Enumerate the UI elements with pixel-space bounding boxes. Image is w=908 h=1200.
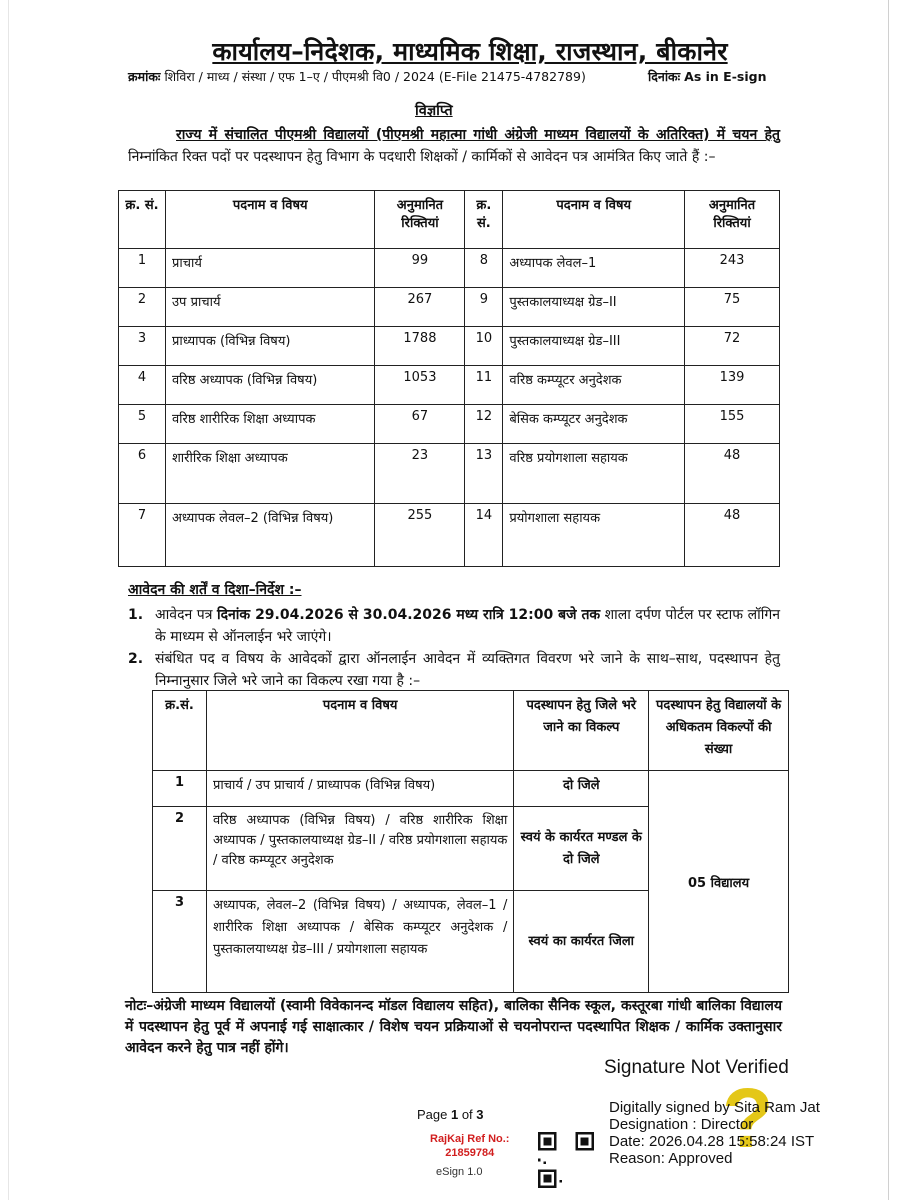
vacancy-cell: 1788	[375, 327, 465, 366]
note-paragraph: नोटः–अंग्रेजी माध्यम विद्यालयों (स्वामी विवेकानन्द मॉडल विद्यालय सहित), बालिका सैनिक स्कूल, कस्तूरबा गांधी बालिका विद्यालय में पदस्थापन हेतु पूर्व में अपनाई गई साक्षात्कार / विशेष चयन प्रक्रियाओं से चयनोपरान्त पदस्थापित शिक्षक / कार्मिक उक्तानुसार आवेदन करने हेतु पात्र नहीं होंगे।	[125, 998, 782, 1056]
header-vacancies: अनुमानित रिक्तियां	[685, 191, 780, 249]
page-edge-right	[888, 0, 889, 1200]
post-cell: प्राध्यापक (विभिन्न विषय)	[165, 327, 375, 366]
serial-cell: 9	[465, 288, 503, 327]
header-serial: क्र. सं.	[119, 191, 166, 249]
serial-cell: 2	[119, 288, 166, 327]
serial-cell: 6	[119, 444, 166, 504]
document-date: दिनांकः As in E-sign	[648, 69, 767, 84]
header-vacancies: अनुमानित रिक्तियां	[375, 191, 465, 249]
table-row	[119, 366, 780, 405]
table-row	[119, 249, 780, 288]
serial-cell: 3	[119, 327, 166, 366]
vacancy-cell: 48	[685, 444, 780, 504]
vacancy-cell: 23	[375, 444, 465, 504]
vacancy-cell: 48	[685, 504, 780, 567]
notice-heading: विज्ञप्ति	[415, 103, 453, 119]
verification-question-icon: ?	[722, 1071, 774, 1165]
signature-designation: Designation : Director	[609, 1116, 754, 1133]
signature-date: Date: 2026.04.28 15:58:24 IST	[609, 1133, 815, 1150]
vacancy-cell: 267	[375, 288, 465, 327]
header-post: पदनाम व विषय	[503, 191, 685, 249]
vacancy-header-row	[119, 191, 780, 249]
post-cell: वरिष्ठ शारीरिक शिक्षा अध्यापक	[165, 405, 375, 444]
rajkaj-reference: RajKaj Ref No.: 21859784	[430, 1133, 510, 1159]
table-row	[119, 504, 780, 567]
vacancy-cell: 99	[375, 249, 465, 288]
post-cell: वरिष्ठ प्रयोगशाला सहायक	[503, 444, 685, 504]
post-cell: वरिष्ठ अध्यापक (विभिन्न विषय)	[165, 366, 375, 405]
header-school-option: पदस्थापन हेतु विद्यालयों के अधिकतम विकल्पों की संख्या	[649, 691, 789, 771]
vacancy-table	[118, 190, 780, 567]
header-district-option: पदस्थापन हेतु जिले भरे जाने का विकल्प	[514, 691, 649, 771]
post-cell: बेसिक कम्प्यूटर अनुदेशक	[503, 405, 685, 444]
table-row: 2 वरिष्ठ अध्यापक (विभिन्न विषय) / वरिष्ठ शारीरिक शिक्षा अध्यापक / पुस्तकालयाध्यक्ष ग्रेड–II / वरिष्ठ प्रयोगशाला सहायक / वरिष्ठ कम्प्यूटर अनुदेशक स्वयं के कार्यरत मण्डल के दो जिले	[153, 807, 789, 891]
header-serial: क्र. सं.	[465, 191, 503, 249]
schools-max-cell: 05 विद्यालय	[649, 771, 789, 993]
vacancy-cell: 72	[685, 327, 780, 366]
post-cell: प्राचार्य	[165, 249, 375, 288]
table-row	[119, 444, 780, 504]
serial-cell: 10	[465, 327, 503, 366]
table-row	[119, 327, 780, 366]
signature-signed-by: Digitally signed by Sita Ram Jat	[609, 1099, 820, 1116]
signature-status: Signature Not Verified	[604, 1057, 789, 1078]
post-cell: शारीरिक शिक्षा अध्यापक	[165, 444, 375, 504]
qr-code-icon	[538, 1132, 594, 1188]
serial-cell: 8	[465, 249, 503, 288]
vacancy-cell: 155	[685, 405, 780, 444]
post-cell: उप प्राचार्य	[165, 288, 375, 327]
condition-item-1: 1. आवेदन पत्र दिनांक 29.04.2026 से 30.04.2026 मध्य रात्रि 12:00 बजे तक शाला दर्पण पोर्टल पर स्टाफ लॉगिन के माध्यम से ऑनलाईन भरे जाएंगे।	[128, 607, 780, 645]
option-table	[152, 690, 789, 993]
post-cell: पुस्तकालयाध्यक्ष ग्रेड–III	[503, 327, 685, 366]
vacancy-cell: 139	[685, 366, 780, 405]
post-cell: प्रयोगशाला सहायक	[503, 504, 685, 567]
post-cell: अध्यापक लेवल–1	[503, 249, 685, 288]
signature-reason: Reason: Approved	[609, 1150, 733, 1167]
header-post: पदनाम व विषय	[206, 691, 513, 771]
vacancy-cell: 75	[685, 288, 780, 327]
post-cell: अध्यापक लेवल–2 (विभिन्न विषय)	[165, 504, 375, 567]
page-number: Page 1 of 3	[417, 1107, 484, 1122]
post-cell: पुस्तकालयाध्यक्ष ग्रेड–II	[503, 288, 685, 327]
table-row: 3 अध्यापक, लेवल–2 (विभिन्न विषय) / अध्यापक, लेवल–1 / शारीरिक शिक्षा अध्यापक / बेसिक कम्प्यूटर अनुदेशक / पुस्तकालयाध्यक्ष ग्रेड–III / प्रयोगशाला सहायक स्वयं का कार्यरत जिला	[153, 891, 789, 993]
serial-cell: 12	[465, 405, 503, 444]
serial-cell: 14	[465, 504, 503, 567]
vacancy-cell: 243	[685, 249, 780, 288]
conditions-heading: आवेदन की शर्तें व दिशा–निर्देश :–	[128, 582, 302, 598]
page-edge-left	[8, 0, 9, 1200]
table-row	[119, 288, 780, 327]
post-cell: वरिष्ठ कम्प्यूटर अनुदेशक	[503, 366, 685, 405]
header-serial: क्र.सं.	[153, 691, 207, 771]
vacancy-cell: 1053	[375, 366, 465, 405]
esign-version: eSign 1.0	[436, 1166, 483, 1178]
header-post: पदनाम व विषय	[165, 191, 375, 249]
serial-cell: 7	[119, 504, 166, 567]
serial-cell: 5	[119, 405, 166, 444]
serial-cell: 4	[119, 366, 166, 405]
vacancy-cell: 255	[375, 504, 465, 567]
vacancy-cell: 67	[375, 405, 465, 444]
office-title: कार्यालय–निदेशक, माध्यमिक शिक्षा, राजस्थान, बीकानेर	[212, 37, 728, 66]
serial-cell: 1	[119, 249, 166, 288]
table-row: 1 प्राचार्य / उप प्राचार्य / प्राध्यापक (विभिन्न विषय) दो जिले 05 विद्यालय	[153, 771, 789, 807]
condition-item-2: 2. संबंधित पद व विषय के आवेदकों द्वारा ऑनलाईन आवेदन में व्यक्तिगत विवरण भरे जाने के साथ–साथ, पदस्थापन हेतु निम्नानुसार जिले भरे जाने का विकल्प रखा गया है :–	[128, 651, 780, 689]
option-header-row	[153, 691, 789, 771]
table-row	[119, 405, 780, 444]
serial-cell: 11	[465, 366, 503, 405]
reference-number: क्रमांकः शिविरा / माध्य / संस्था / एफ 1–ए / पीएमश्री वि0 / 2024 (E-File 21475-4782789)	[128, 69, 586, 84]
serial-cell: 13	[465, 444, 503, 504]
intro-paragraph: राज्य में संचालित पीएमश्री विद्यालयों (पीएमश्री महात्मा गांधी अंग्रेजी माध्यम विद्यालयों के अतिरिक्त) में चयन हेतु निम्नांकित रिक्त पदों पर पदस्थापन हेतु विभाग के पदधारी शिक्षकों / कार्मिकों से आवेदन पत्र आमंत्रित किए जाते हैं :–	[128, 127, 780, 165]
